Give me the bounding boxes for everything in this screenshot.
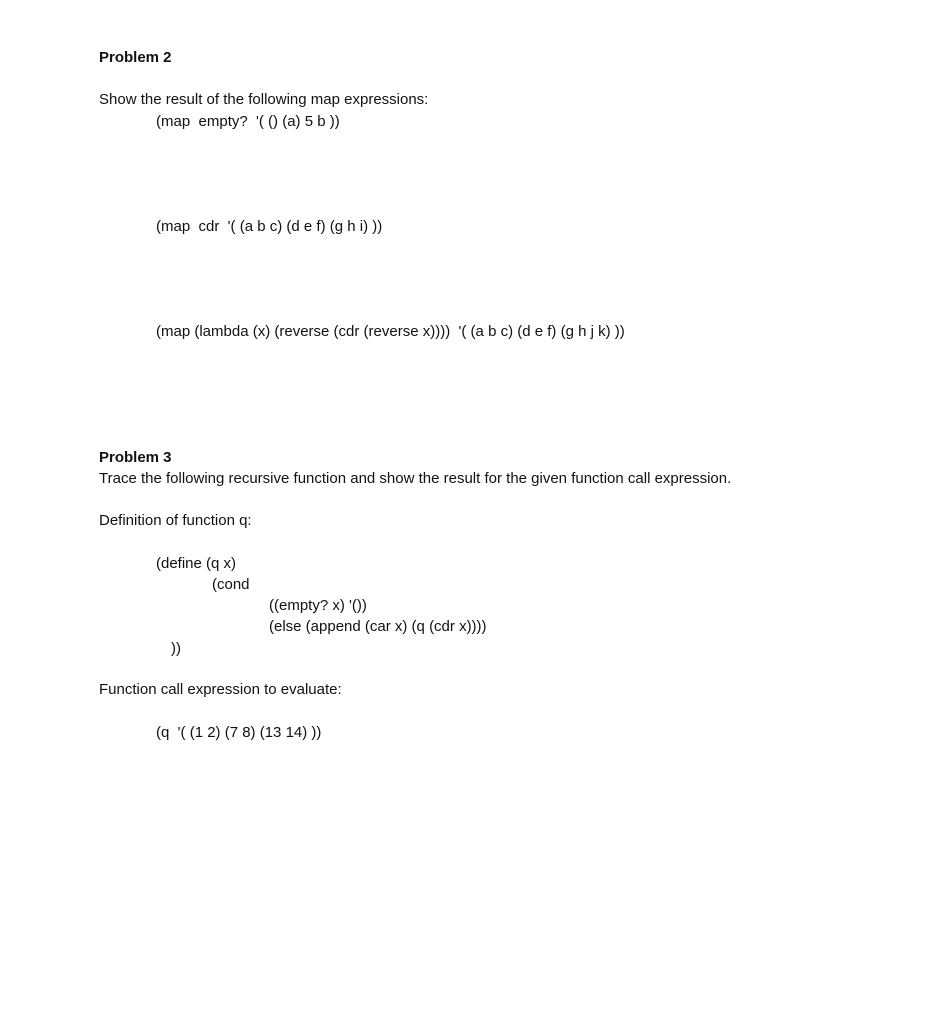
code-cond-line: (cond: [212, 576, 250, 593]
code-closing-parens: )): [171, 640, 181, 657]
map-expression-2: (map cdr '( (a b c) (d e f) (g h i) )): [156, 218, 383, 235]
code-clause-else: (else (append (car x) (q (cdr x)))): [269, 618, 487, 635]
problem-3-intro: Trace the following recursive function and show the result for the given function call expression.: [99, 470, 732, 487]
problem-3-heading: Problem 3: [99, 449, 172, 466]
call-expression-label: Function call expression to evaluate:: [99, 681, 342, 698]
definition-label: Definition of function q:: [99, 512, 252, 529]
problem-2-intro: Show the result of the following map expressions:: [99, 91, 429, 108]
call-expression: (q '( (1 2) (7 8) (13 14) )): [156, 724, 322, 741]
map-expression-3: (map (lambda (x) (reverse (cdr (reverse x)))) '( (a b c) (d e f) (g h j k) )): [156, 323, 625, 340]
code-define-line: (define (q x): [156, 555, 237, 572]
problem-2-heading: Problem 2: [99, 49, 172, 66]
map-expression-1: (map empty? '( () (a) 5 b )): [156, 113, 340, 130]
code-clause-empty: ((empty? x) '()): [269, 597, 367, 614]
